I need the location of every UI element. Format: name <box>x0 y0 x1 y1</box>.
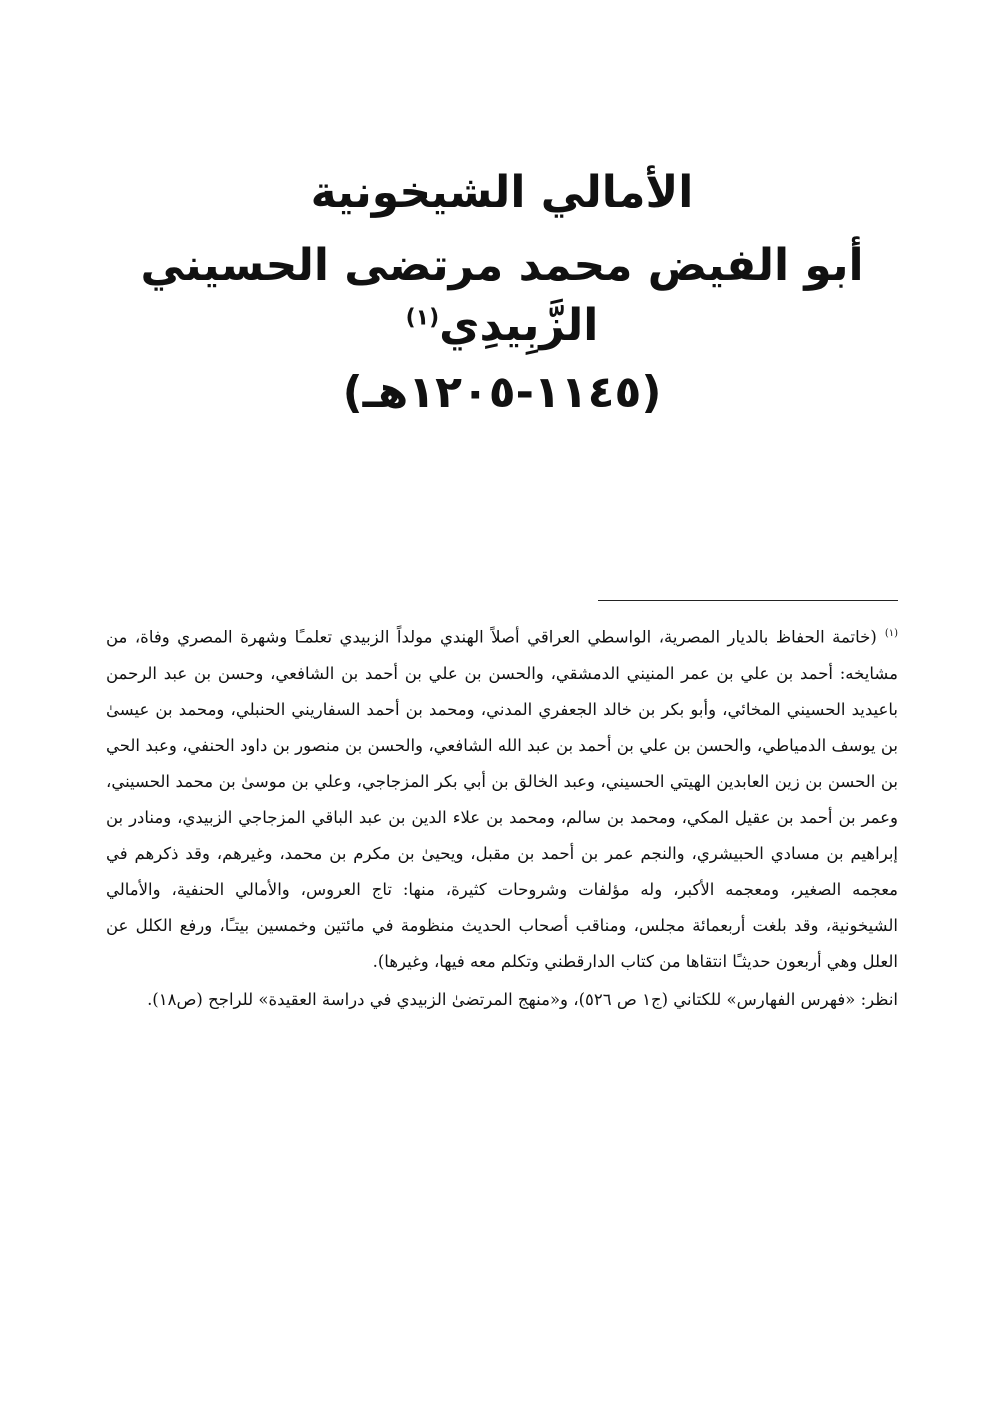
book-title: الأمالي الشيخونية <box>310 167 694 218</box>
footnote-marker: (١) <box>884 628 899 639</box>
footnote-reference[interactable]: (١) <box>405 305 440 331</box>
author-nisba <box>100 301 904 352</box>
footnote-text: (خاتمة الحفاظ بالديار المصرية، الواسطي العراقي أصلاً الهندي مولداً الزبيدي تعلمـًا وشهرة المصري وفاة، من مشايخه: أحمد بن علي بن عمر المنيني الدمشقي، والحسن بن علي بن أحمد بن الشافعي، وحسن بن عبد الرحمن باعيديد الحسيني المخائي، وأبو بكر بن خالد الجعفري المدني، ومحمد بن أحمد السفاريني الحنبلي، ومحمد بن عيسىٰ بن يوسف الدمياطي، والحسن بن علي بن أحمد بن عبد الله الشافعي، والحسن بن منصور بن داود الحنفي، وعبد الحي بن الحسن بن زين العابدين الهيتي الحسيني، وعبد الخالق بن أبي بكر المزجاجي، وعلي بن موسىٰ بن محمد الحسيني، وعمر بن أحمد بن عقيل المكي، ومحمد بن سالم، ومحمد بن علاء الدين بن عبد الباقي المزجاجي الزبيدي، ومنادر بن إبراهيم بن مسادي الحبيشري، والنجم عمر بن أحمد بن مقبل، ويحيىٰ بن مكرم بن محمد، وغيرهم، وقد ذكرهم في معجمه الصغير، ومعجمه الأكبر، وله مؤلفات وشروحات كثيرة، منها: تاج العروس، والأمالي الحنفية، والأمالي الشيخونية، وقد بلغت أربعمائة مجلس، ومناقب أصحاب الحديث منظومة في مائتين وخمسين بيتـًا، ورفع الكلل عن العلل وهي أربعون حديثـًا انتقاها من كتاب الدارقطني وتكلم معه فيها، وغيرها). <box>106 627 898 971</box>
title-block <box>100 168 904 418</box>
author-name: أبو الفيض محمد مرتضى الحسيني <box>140 239 864 291</box>
author-dates: (١١٤٥-١٢٠٥هـ) <box>342 366 662 418</box>
footnote-separator <box>598 600 898 601</box>
author-nisba-text: الزَّبِيدِي <box>439 300 599 352</box>
footnote-section <box>106 616 898 1018</box>
footnote-paragraph <box>106 616 898 980</box>
footnote-reference-paragraph: انظر: «فهرس الفهارس» للكتاني (ج١ ص ٥٢٦)، و«منهج المرتضىٰ الزبيدي في دراسة العقيدة» للراجح (ص١٨). <box>147 989 898 1009</box>
